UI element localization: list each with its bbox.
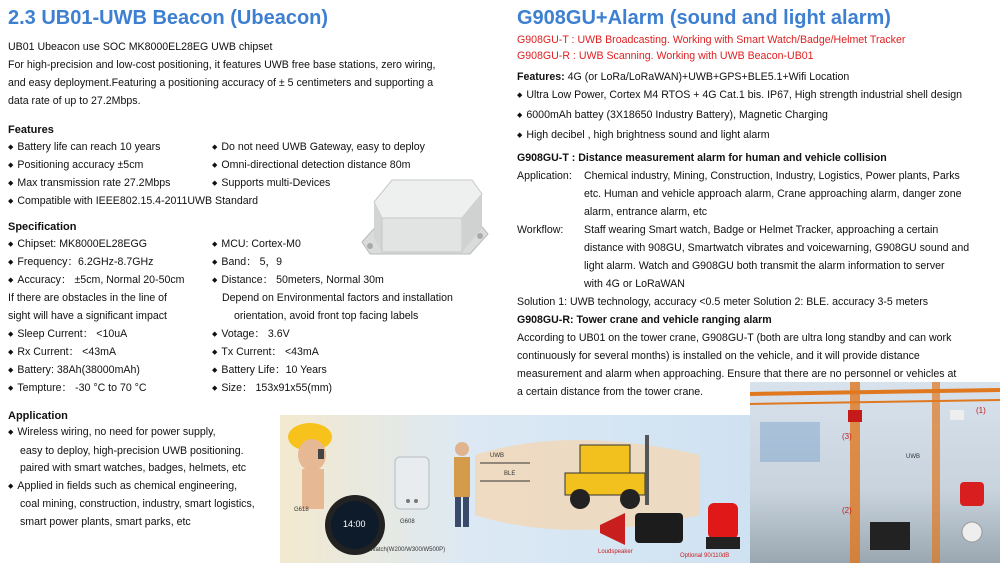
ble-label: BLE: [504, 471, 516, 477]
g908gu-bullet: ◆ 6000mAh battey (3X18650 Industry Battery), Magnetic Charging: [517, 106, 997, 126]
workflow-line: with 4G or LoRaWAN: [584, 278, 685, 290]
spec-sleep-current: ◆ Sleep Current： <10uA: [8, 325, 127, 345]
application-line: etc. Human and vehicle approach alarm, Crane approaching alarm, danger zone: [584, 188, 962, 200]
section-title-g908gu: G908GU+Alarm (sound and light alarm): [517, 7, 891, 29]
application-item: ◆ Applied in fields such as chemical engineering,: [8, 478, 508, 497]
feature-item: ◆ Do not need UWB Gateway, easy to deploy: [212, 138, 425, 158]
application-line: Chemical industry, Mining, Construction, Industry, Logistics, Power plants, Parks: [584, 170, 960, 182]
watch-label: Watch(W200/W300/W500P): [370, 547, 446, 553]
feature-item: ◆ Supports multi-Devices: [212, 174, 330, 194]
feature-item: ◆ Max transmission rate 27.2Mbps: [8, 174, 170, 194]
solution-line: Solution 1: UWB technology, accuracy <0.5 meter Solution 2: BLE. accuracy 3-5 meters: [517, 296, 929, 308]
crane-label-2: (2): [842, 506, 852, 515]
spec-tx-current: ◆ Tx Current： <43mA: [212, 343, 319, 363]
workflow-label: Workflow:: [517, 224, 564, 236]
crane-label-1: (1): [976, 406, 986, 415]
g908gu-r-heading: G908GU-R: Tower crane and vehicle ranging alarm: [517, 314, 772, 326]
application-item: smart power plants, smart parks, etc: [20, 515, 191, 528]
watch-time: 14:00: [343, 519, 366, 529]
g908gu-t-heading: G908GU-T : Distance measurement alarm for human and vehicle collision: [517, 152, 887, 164]
r-line: According to UB01 on the tower crane, G908GU-T (both are ultra long standby and can work: [517, 332, 952, 344]
spec-note: orientation, avoid front top facing labels: [234, 310, 419, 322]
g908gu-t-note: G908GU-T : UWB Broadcasting. Working with Smart Watch/Badge/Helmet Tracker: [517, 34, 906, 46]
application-item: paired with smart watches, badges, helmets, etc: [20, 462, 247, 474]
spec-chipset: ◆ Chipset: MK8000EL28EGG: [8, 235, 147, 255]
features-text: 4G (or LoRa/LoRaWAN)+UWB+GPS+BLE5.1+Wifi Location: [564, 71, 850, 83]
feature-item: ◆ Omni-directional detection distance 80m: [212, 156, 410, 176]
spec-distance: ◆ Distance： 50meters, Normal 30m: [212, 271, 384, 291]
workflow-illustration: [280, 415, 750, 563]
application-block: [517, 167, 997, 221]
r-line: continuously for several months) is installed on the vehicle, and it will provide distance: [517, 350, 920, 362]
right-column: [517, 4, 997, 401]
workflow-line: Staff wearing Smart watch, Badge or Helmet Tracker, approaching a certain: [584, 224, 939, 236]
workflow-block: [517, 221, 997, 293]
ub01-beacon-image: [352, 172, 492, 272]
spec-size: ◆ Size： 153x91x55(mm): [212, 379, 332, 399]
intro-paragraph: [8, 38, 508, 110]
spec-heading: Specification: [8, 221, 77, 233]
g618-label: G618: [294, 507, 309, 513]
intro-line: For high-precision and low-cost positioning, it features UWB free base stations, zero wiring,: [8, 59, 436, 71]
spec-band: ◆ Band： 5，9: [212, 253, 282, 273]
alarm-light-icon: [960, 482, 984, 506]
crane-label-3: (3): [842, 432, 852, 441]
application-heading: Application: [8, 410, 68, 422]
spec-accuracy: ◆ Accuracy： ±5cm, Normal 20-50cm: [8, 271, 185, 291]
badge-icon: [395, 457, 429, 509]
r-line: a certain distance from the tower crane.: [517, 386, 704, 398]
section-title-ub01: 2.3 UB01-UWB Beacon (Ubeacon): [8, 7, 329, 29]
application-item: coal mining, construction, industry, smart logistics,: [20, 498, 255, 510]
spec-note: Depend on Environmental factors and installation: [222, 292, 453, 304]
r-line: measurement and alarm when approaching. Ensure that there are no personnel or vehicles at: [517, 368, 957, 380]
spec-battery: ◆ Battery: 38Ah(38000mAh): [8, 361, 140, 381]
application-line: alarm, entrance alarm, etc: [584, 206, 708, 218]
g908gu-features: [517, 68, 997, 146]
spec-note: sight will have a significant impact: [8, 310, 167, 322]
spec-mcu: ◆ MCU: Cortex-M0: [212, 235, 301, 255]
feature-item: ◆ Positioning accuracy ±5cm: [8, 156, 143, 176]
spec-battery-life: ◆ Battery Life：10 Years: [212, 361, 327, 381]
spec-rx-current: ◆ Rx Current： <43mA: [8, 343, 116, 363]
alarm-light-icon: [708, 503, 738, 539]
workflow-line: distance with 908GU, Smartwatch vibrates and voicewarning, G908GU sound and: [584, 242, 970, 254]
g908gu-bullet: ◆ High decibel , high brightness sound and light alarm: [517, 126, 997, 146]
forklift-icon: [580, 445, 630, 477]
tower-crane-illustration: [750, 382, 1000, 563]
workflow-line: light alarm. Watch and G908GU both transmit the alarm information to server: [584, 260, 945, 272]
g908gu-bullet: ◆ Ultra Low Power, Cortex M4 RTOS + 4G Cat.1 bis. IP67, High strength industrial shell design: [517, 86, 997, 106]
application-label: Application:: [517, 170, 572, 182]
spec-note: If there are obstacles in the line of: [8, 292, 167, 304]
g908gu-r-note: G908GU-R : UWB Scanning. Working with UWB Beacon-UB01: [517, 50, 814, 62]
features-label: Features:: [517, 71, 565, 83]
intro-line: and easy deployment.Featuring a positioning accuracy of ± 5 centimeters and supporting a: [8, 77, 434, 89]
feature-item: ◆ Battery life can reach 10 years: [8, 138, 160, 158]
features-heading: Features: [8, 124, 54, 136]
spec-frequency: ◆ Frequency：6.2GHz-8.7GHz: [8, 253, 153, 273]
application-item: ◆ Wireless wiring, no need for power supply,: [8, 424, 508, 443]
uwb-label: UWB: [490, 453, 504, 459]
g608-label: G608: [400, 519, 415, 525]
intro-line: data rate of up to 27.2Mbps.: [8, 95, 141, 107]
application-item: easy to deploy, high-precision UWB positioning.: [20, 444, 244, 457]
optional-label: Optional 90/110dB: [680, 553, 730, 559]
loudspeaker-label: Loudspeaker: [598, 549, 633, 555]
feature-item: ◆ Compatible with IEEE802.15.4-2011UWB Standard: [8, 192, 258, 212]
spec-voltage: ◆ Votage： 3.6V: [212, 325, 290, 345]
spec-temperature: ◆ Tempture： -30 °C to 70 °C: [8, 379, 147, 399]
intro-line: UB01 Ubeacon use SOC MK8000EL28EG UWB chipset: [8, 41, 273, 53]
crane-uwb-label: UWB: [906, 454, 920, 460]
